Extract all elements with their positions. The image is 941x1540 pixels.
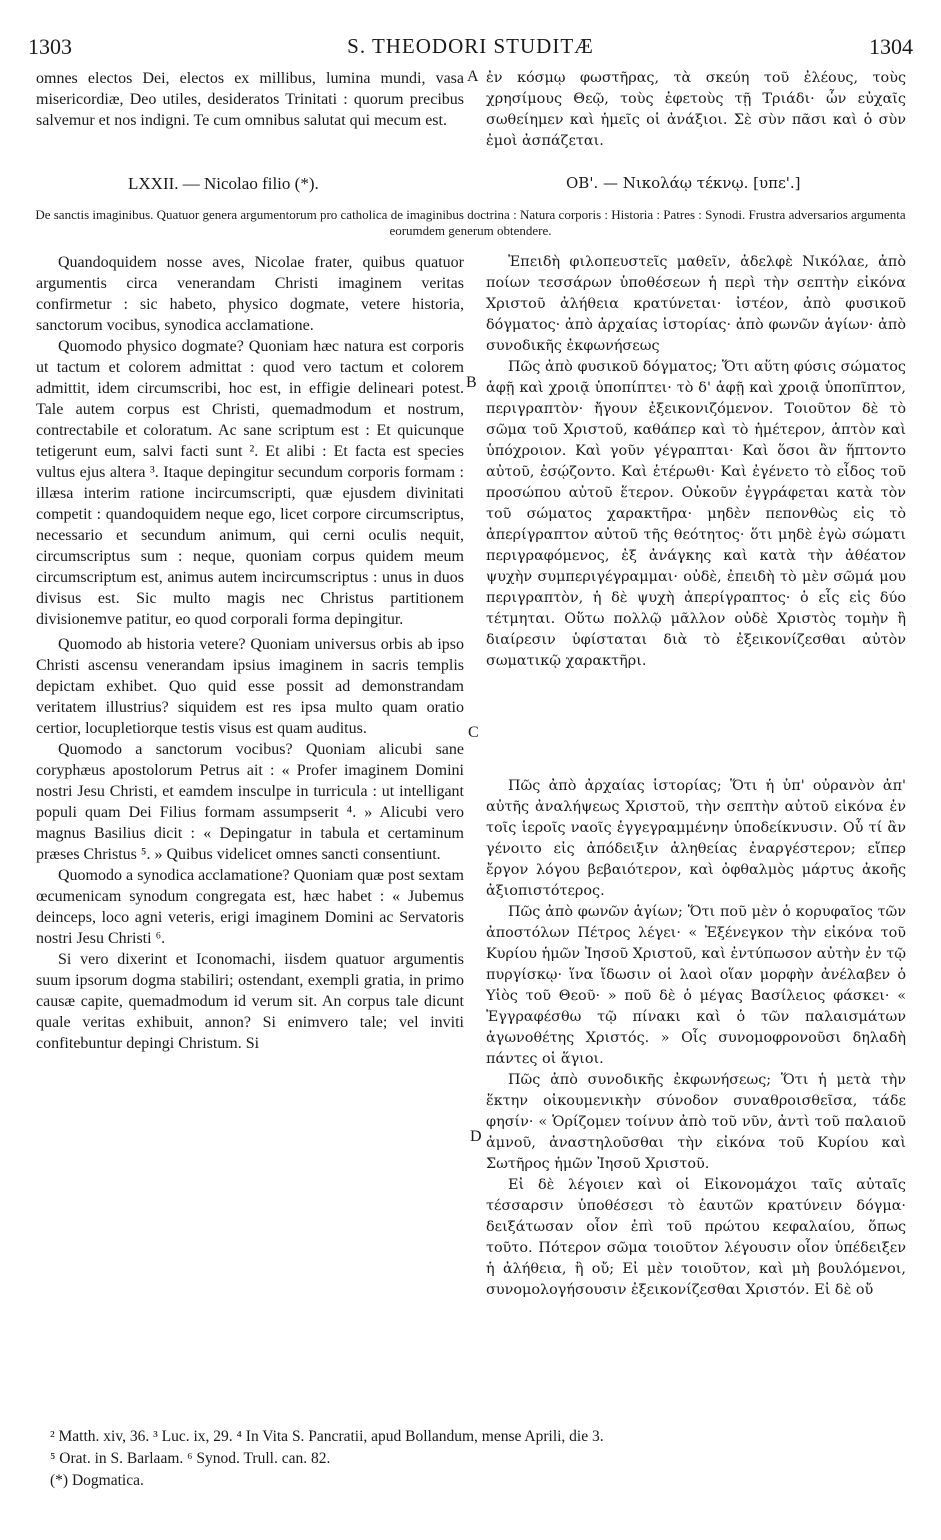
footnote-line: (*) Dogmatica. — [50, 1472, 144, 1489]
margin-marker-d: D — [470, 1128, 482, 1145]
greek-column-main-1 — [486, 252, 906, 672]
footnote-line: ² Matth. xiv, 36. ³ Luc. ix, 29. ⁴ In Vita S. Pancratii, apud Bollandum, mense Aprili, die 3. — [50, 1428, 604, 1445]
running-title: S. THEODORI STUDITÆ — [347, 34, 594, 58]
latin-paragraph: Quomodo physico dogmate? Quoniam hæc natura est corporis ut tactum et colorem admittat : quod vero tactum et colorem admittit, idem circumscribi, hoc est, in effigie delineari potest. Tale autem corpus est Christi, quemadmodum et nostrum, contrectabile et coloratum. Ac sane scriptum est : Et quicunque tetigerunt eum, salvi facti sunt ². Et alibi : Et facta est species vultus ejus altera ³. Itaque depingitur secundum corporis formam : illæsa interim ratione incircumscripti, quæ ejusdem divinitati competit : quandoquidem neque ego, licet corpore circumscriptus, necessario et secundum animum, qui cerni oculis nequit, circumscriptus sum : neque, quoniam corpus quidem meum circumscriptum est, animus autem incircumscriptus : unus in duos divisus est. Sic multo magis nec Christus partitionem divisionemve patitur, eo quod corporali forma depingitur. — [36, 338, 464, 628]
letter-summary: De sanctis imaginibus. Quatuor genera argumentorum pro catholica de imaginibus doctrina : Natura corporis : Historia : Patres : Synodi. Frustra adversarios argumenta eorumdem generum obtendere. — [35, 207, 906, 238]
latin-column-top — [36, 68, 464, 131]
greek-paragraph: ἐν κόσμῳ φωστῆρας, τὰ σκεύη τοῦ ἐλέους, τοὺς χρησίμους Θεῷ, τοὺς ἐφετοὺς τῇ Τριάδι· ὧν εὐχαῖς σωθείημεν καὶ ἡμεῖς οἱ ἀνάξιοι. Σὲ σὺν πᾶσι καὶ ὁ σὺν ἐμοὶ ἀσπάζεται. — [486, 70, 906, 149]
greek-paragraph: Ἐπειδὴ φιλοπευστεῖς μαθεῖν, ἀδελφὲ Νικόλαε, ἀπὸ ποίων τεσσάρων ὑποθέσεων ἡ περὶ τὴν σεπτὴν εἰκόνα Χριστοῦ ἀλήθεια κρατύνεται· ἰστέον, ἀπὸ φυσικοῦ δόγματος· ἀπὸ ἀρχαίας ἱστορίας· ἀπὸ φωνῶν ἁγίων· ἀπὸ συνοδικῆς ἐκφωνήσεως — [486, 254, 906, 354]
letter-title-latin: LXXII. — Nicolao filio (*). — [128, 174, 319, 193]
greek-paragraph: Πῶς ἀπὸ φυσικοῦ δόγματος; Ὅτι αὕτη φύσις σώματος ἁφῇ καὶ χροιᾷ ὑποπίπτει· τὸ δ' ἁφῇ καὶ χροιᾷ ὑποπῖπτον, περιγραπτὸν· ἤγουν ἐξεικονιζόμενον. Τοιοῦτον δὲ τὸ σῶμα τοῦ Χριστοῦ, καθάπερ καὶ τὸ ἡμέτερον, ἁπτὸν καὶ ὑπόχροιον. Καὶ γοῦν γέγραπται· Καὶ ὅσοι ἂν ἥπτοντο αὐτοῦ, ἐσῴζοντο. Καὶ ἑτέρωθι· Καὶ ἐγένετο τὸ εἶδος τοῦ προσώπου αὐτοῦ ἕτερον. Οὐκοῦν ἐγγράφεται κατὰ τὸν τοῦ σώματος χαρακτῆρα· μηδὲν πεπονθὼς εἰς τὸ ἀπερίγραπτον αὐτοῦ τῆς θεότητος· ὅτι μηδὲ ἐγὼ σώματι περιγραφόμενος, ἐξ ἀνάγκης καὶ κατὰ τὴν ἀθέατον ψυχὴν συμπεριγέγραμμαι· οὐδὲ, ἐπειδὴ τὸ μὲν σῶμά μου περιγραπτὸν, ἡ δὲ ψυχὴ ἀπερίγραπτος· ὁ εἷς εἰς δύο τέτμηται. Οὕτω πολλῷ μᾶλλον οὐδὲ Χριστὸς τομὴν ἢ διαίρεσιν ὑφίσταται διὰ τὸ ἐξεικονίζεσθαι αὐτὸν σωματικῷ χαρακτῆρι. — [486, 359, 906, 669]
greek-paragraph: Εἰ δὲ λέγοιεν καὶ οἱ Εἰκονομάχοι ταῖς αὐταῖς τέσσαρσιν ὑποθέσεσι τὸ ἑαυτῶν κρατύνειν δόγμα· δειξάτωσαν οἷον ἐπὶ τοῦ πρώτου κεφαλαίου, ὅπως τοῦτο. Πότερον σῶμα τοιοῦτον λέγουσιν οἷον ὑπέδειξεν ἡ ἀλήθεια, ἢ οὔ; Εἰ μὲν τοιοῦτον, καὶ μὴ βουλόμενοι, συνομολογήσουσιν ἐξεικονίζεσθαι Χριστόν. Εἰ δὲ οὔ — [486, 1177, 906, 1298]
footnotes — [50, 1426, 910, 1492]
latin-paragraph: Quandoquidem nosse aves, Nicolae frater, quibus quatuor argumentis circa venerandam Christi imaginem veritas confirmetur : sic habeto, physico dogmate, vetere historia, sanctorum vocibus, synodica acclamatione. — [36, 254, 464, 334]
running-header — [28, 34, 913, 62]
greek-column-top — [486, 68, 906, 152]
footnote-line: ⁵ Orat. in S. Barlaam. ⁶ Synod. Trull. can. 82. — [50, 1450, 331, 1467]
latin-paragraph: Quomodo a sanctorum vocibus? Quoniam alicubi sane coryphæus apostolorum Petrus ait : « Profer imaginem Domini nostri Jesu Christi, et eamdem insculpe in turricula : ut intelligant populi quam Dei Filius formam assumpserit ⁴. » Alicubi vero magnus Basilius dicit : « Depingatur in tabula et certaminum præses Christus ⁵. » Quibus videlicet omnes sancti consentiunt. — [36, 741, 464, 863]
greek-column-main-2 — [486, 776, 906, 1301]
latin-column-main — [36, 252, 464, 1054]
latin-paragraph: omnes electos Dei, electos ex millibus, lumina mundi, vasa misericordiæ, Deo utiles, desideratos Trinitati : quorum precibus salvemur et nos indigni. Te cum omnibus salutat qui mecum est. — [36, 70, 464, 129]
margin-marker-a: A — [467, 68, 479, 85]
margin-marker-c: C — [468, 724, 479, 741]
page-number-right: 1304 — [869, 34, 913, 59]
greek-paragraph: Πῶς ἀπὸ φωνῶν ἁγίων; Ὅτι ποῦ μὲν ὁ κορυφαῖος τῶν ἀποστόλων Πέτρος λέγει· « Ἐξένεγκον τὴν εἰκόνα τοῦ Κυρίου ἡμῶν Ἰησοῦ Χριστοῦ, καὶ ἐντύπωσον αὐτὴν ἐν τῷ πυργίσκῳ· ἵνα ἴδωσιν οἱ λαοὶ οἵαν μορφὴν ἀνέλαβεν ὁ Υἱὸς τοῦ Θεοῦ· » ποῦ δὲ ὁ μέγας Βασίλειος φάσκει· « Ἐγγραφέσθω τῷ πίνακι καὶ ὁ τῶν παλαισμάτων ἀγωνοθέτης Χριστός. » Οἷς συνομοφρονοῦσι δηλαδὴ πάντες οἱ ἅγιοι. — [486, 904, 906, 1067]
latin-paragraph: Si vero dixerint et Iconomachi, iisdem quatuor argumentis suum ipsorum dogma stabiliri; ostendant, exempli gratia, in primo causæ capite, quemadmodum id verum sit. An corpus tale dicunt quale veritas exhibuit, annon? Si enimvero tale; vel inviti confitebuntur depingi Christum. Si — [36, 951, 464, 1052]
greek-paragraph: Πῶς ἀπὸ συνοδικῆς ἐκφωνήσεως; Ὅτι ἡ μετὰ τὴν ἕκτην οἰκουμενικὴν σύνοδον συναθροισθεῖσα, τάδε φησίν· « Ὁρίζομεν τοίνυν ἀπὸ τοῦ νῦν, ἀντὶ τοῦ παλαιοῦ ἀμνοῦ, ἀναστηλοῦσθαι τὴν εἰκόνα τοῦ Κυρίου καὶ Σωτῆρος ἡμῶν Ἰησοῦ Χριστοῦ. — [486, 1072, 906, 1172]
greek-paragraph: Πῶς ἀπὸ ἀρχαίας ἱστορίας; Ὅτι ἡ ὑπ' οὐρανὸν ἀπ' αὐτῆς ἀναλήψεως Χριστοῦ, τὴν σεπτὴν αὐτοῦ εἰκόνα ἐν τοῖς ἱεροῖς ναοῖς ἐγγεγραμμένην ὑποδείκνυσιν. Οὗ τί ἂν γένοιτο εἰς ἀπόδειξιν ἀληθείας ἐναργέστερον; εἴπερ ἔργον λόγου βεβαιότερον, καὶ ὀφθαλμὸς μάρτυς ἀκοῆς ἀξιοπιστότερος. — [486, 778, 906, 899]
page-number-left: 1303 — [28, 34, 72, 59]
latin-paragraph: Quomodo a synodica acclamatione? Quoniam quæ post sextam œcumenicam synodum congregata est, hæc habet : « Jubemus deinceps, loco agni veteris, erigi imaginem Domini ac Servatoris nostri Jesu Christi ⁶. — [36, 867, 464, 947]
margin-marker-b: B — [466, 374, 477, 391]
letter-title-greek: ΟΒ'. — Νικολάῳ τέκνῳ. [υπε'.] — [566, 174, 801, 192]
latin-paragraph: Quomodo ab historia vetere? Quoniam universus orbis ab ipso Christi ascensu venerandam ipsius imaginem in sacris templis depictam exhibet. Quo quid esse possit ad demonstrandam veritatem illustrius? siquidem est res ipsa multo quam oratio certior, locupletiorque testis visus est quam auditus. — [36, 636, 464, 737]
